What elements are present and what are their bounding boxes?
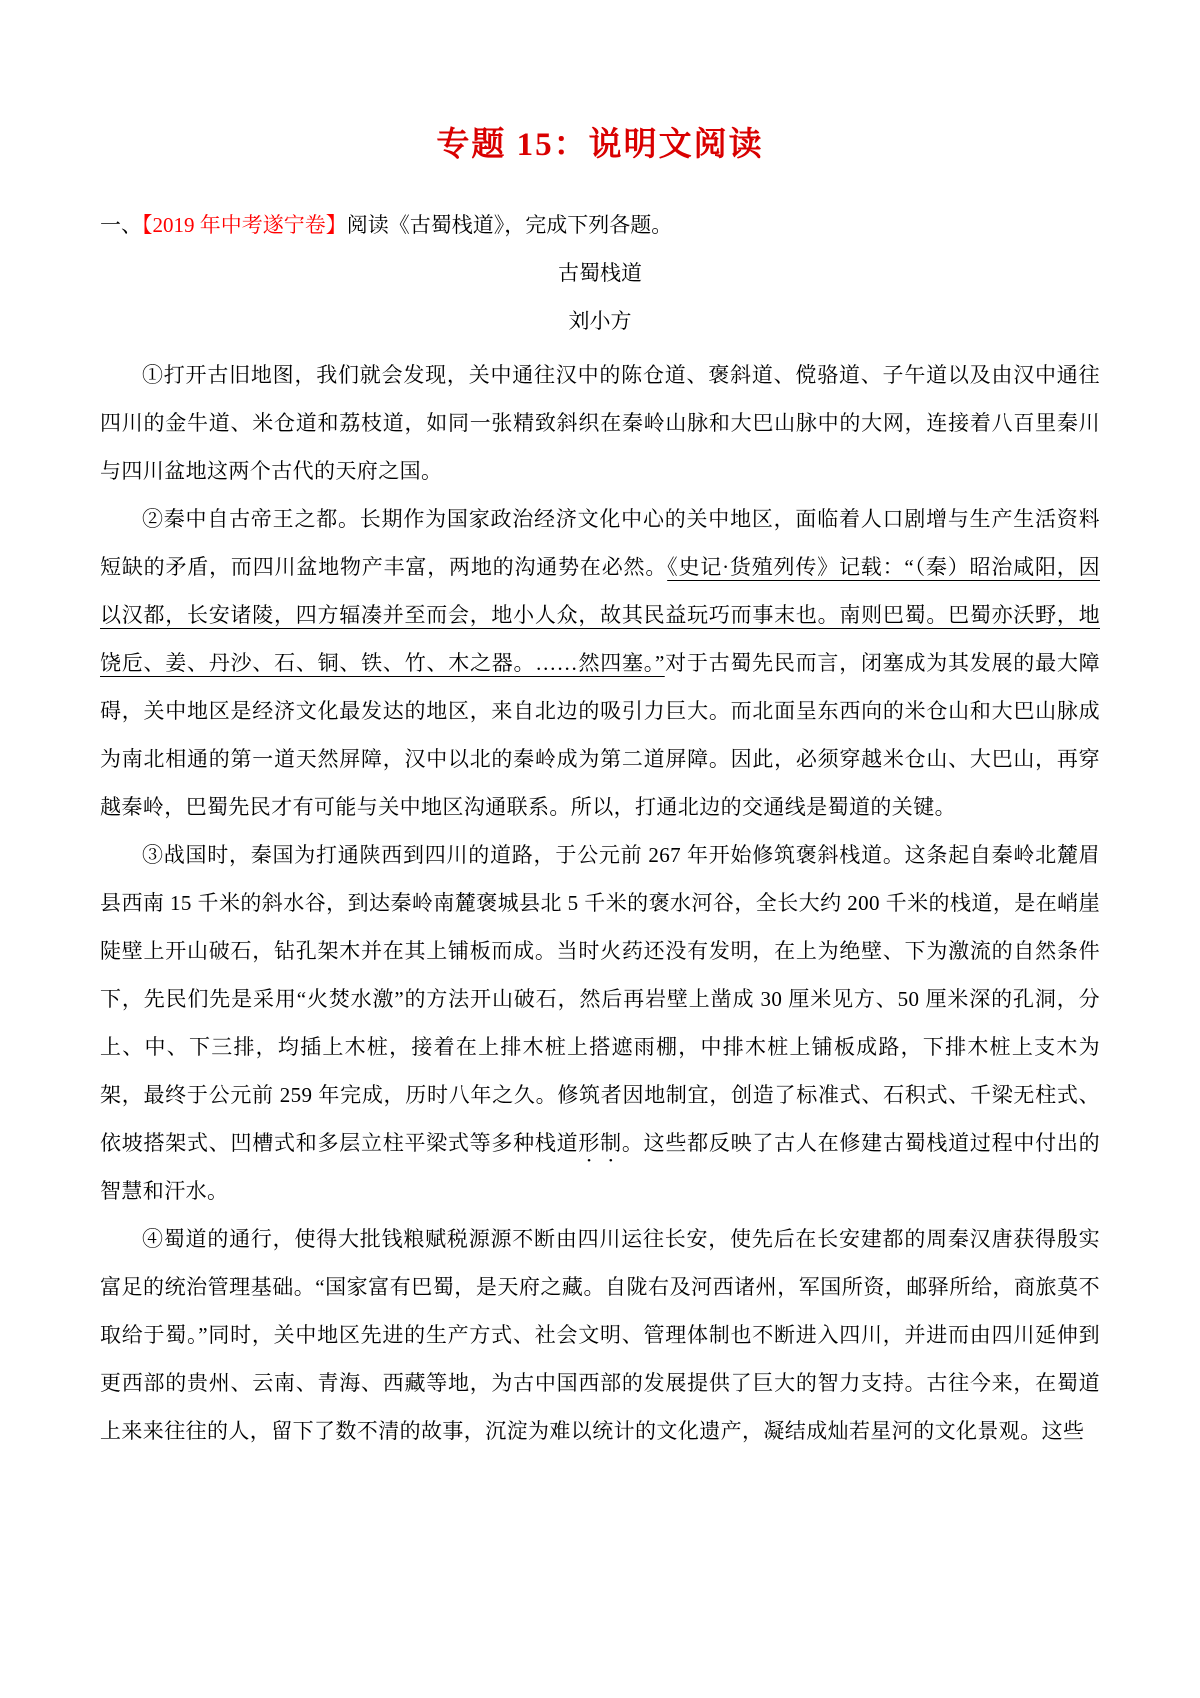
emphasis-term: 形制: [578, 1131, 622, 1155]
article-title: 古蜀栈道: [558, 261, 642, 285]
paragraph-4-text: ④蜀道的通行，使得大批钱粮赋税源源不断由四川运往长安，使先后在长安建都的周秦汉唐获得殷实富足的统治管理基础。“国家富有巴蜀，是天府之藏。自陇右及河西诸州，军国所资，邮驿所给，商旅莫不取给于蜀。”同时，关中地区先进的生产方式、社会文明、管理体制也不断进入四川，并进而由四川延伸到更西部的贵州、云南、青海、西藏等地，为古中国西部的发展提供了巨大的智力支持。古往今来，在蜀道上来来往往的人，留下了数不清的故事，沉淀为难以统计的文化遗产，凝结成灿若星河的文化景观。这些: [100, 1227, 1100, 1443]
page-title: 专题 15：说明文阅读: [436, 127, 764, 163]
section-instruction: 阅读《古蜀栈道》，完成下列各题。: [346, 213, 673, 237]
paragraph-2-text-after: 对于古蜀先民而言，闭塞成为其发展的最大障碍，关中地区是经济文化最发达的地区，来自北边的吸引力巨大。而北面呈东西向的米仓山和大巴山脉成为南北相通的第一道天然屏障，汉中以北的秦岭成为第二道屏障。因此，必须穿越米仓山、大巴山，再穿越秦岭，巴蜀先民才有可能与关中地区沟通联系。所以，打通北边的交通线是蜀道的关键。: [100, 651, 1100, 819]
paragraph-3-text-after: 。这些都反映了古人在修建古蜀栈道过程中付出的智慧和汗水。: [100, 1131, 1100, 1203]
paragraph-2: [100, 495, 1100, 831]
paragraph-4: [100, 1215, 1100, 1455]
paragraph-2-text-before: ②秦中自古帝王之都。长期作为国家政治经济文化中心的关中地区，面临着人口剧增与生产生活资料短缺的矛盾，而四川盆地物产丰富，两地的沟通势在必然。: [100, 507, 1100, 579]
exam-source-tag: 【2019 年中考遂宁卷】: [142, 213, 347, 237]
paragraph-1-text: ①打开古旧地图，我们就会发现，关中通往汉中的陈仓道、褒斜道、傥骆道、子午道以及由汉中通往四川的金牛道、米仓道和荔枝道，如同一张精致斜织在秦岭山脉和大巴山脉中的大网，连接着八百里秦川与四川盆地这两个古代的天府之国。: [100, 363, 1100, 483]
paragraph-3: [100, 831, 1100, 1215]
section-heading-line: [100, 201, 1100, 249]
paragraph-1: [100, 351, 1100, 495]
section-number: 一、: [100, 213, 142, 237]
article-author: 刘小方: [568, 309, 632, 333]
paragraph-3-text-before: ③战国时，秦国为打通陕西到四川的道路，于公元前 267 年开始修筑褒斜栈道。这条起自秦岭北麓眉县西南 15 千米的斜水谷，到达秦岭南麓褒城县北 5 千米的褒水河谷，全长大约 200 千米的栈道，是在峭崖陡壁上开山破石，钻孔架木并在其上铺板而成。当时火药还没有发明，在上为绝壁、下为激流的自然条件下，先民们先是采用“火焚水激”的方法开山破石，然后再岩壁上凿成 30 厘米见方、50 厘米深的孔洞，分上、中、下三排，均插上木桩，接着在上排木桩上搭遮雨棚，中排木桩上铺板成路，下排木桩上支木为架，最终于公元前 259 年完成，历时八年之久。修筑者因地制宜，创造了标准式、石积式、千梁无柱式、依坡搭架式、凹槽式和多层立柱平梁式等多种栈道: [100, 843, 1100, 1155]
underlined-quote: 《史记·货殖列传》记载：“（秦）昭治咸阳，因以汉都，长安诸陵，四方辐凑并至而会，地小人众，故其民益玩巧而事末也。南则巴蜀。巴蜀亦沃野，地饶卮、姜、丹沙、石、铜、铁、竹、木之器。……然四塞。”: [100, 555, 1100, 675]
